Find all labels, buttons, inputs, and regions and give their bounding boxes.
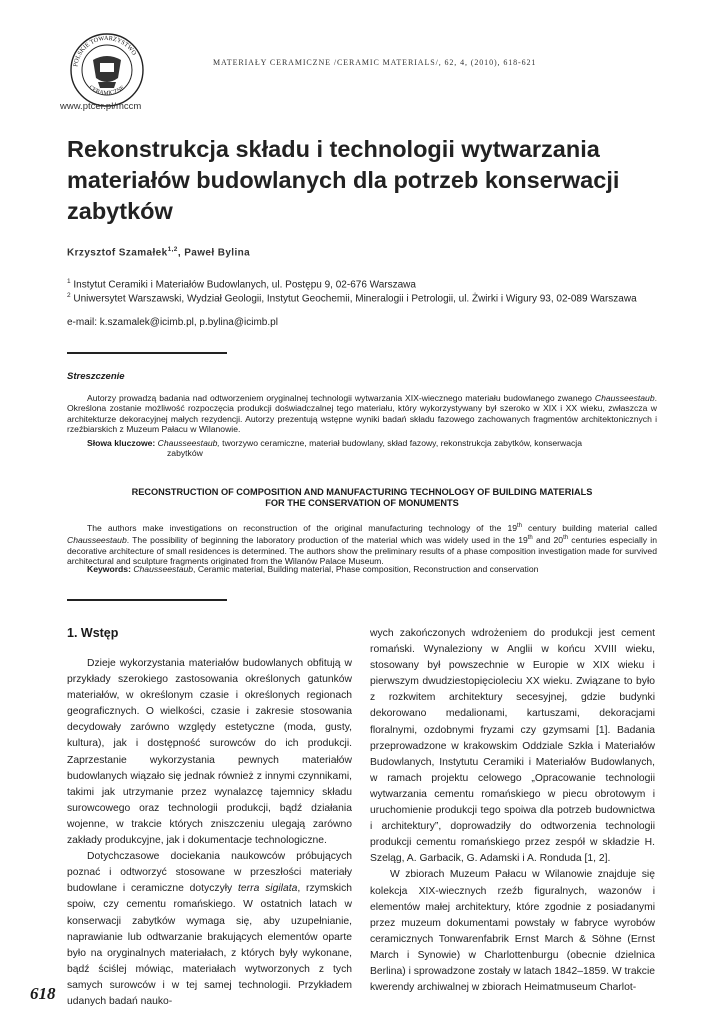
author-1: Krzysztof Szamałek <box>67 247 168 259</box>
paragraph: Dzieje wykorzystania materiałów budowlanych obfitują w przykłady szerokiego zastosowania określonych gatunków materiałów, w określonym czasie i określonych regionach geograficznych. O wielkości, czasie i zakresie stosowania decydowały zarówno względy estetyczne (moda, gusty, kultura), jak i dostępność surowców do ich produkcji. Zaprzestanie wykorzystania pewnych materiałów budowlanych wiązało się jednak również z innymi czynnikami, takimi jak utrzymanie przez wynalazcę tajemnicy składu surowcowego oraz technologii produkcji, bądź działania wojenne, w trakcie których zniszczeniu ulegają zarówno zakłady produkcyjne, jak i dokumentacje technologiczne. <box>67 658 352 847</box>
journal-citation: MATERIAŁY CERAMICZNE /CERAMIC MATERIALS/, 62, 4, (2010), 618-621 <box>213 58 537 67</box>
logo-text-top: POLSKIE TOWARZYSTWO <box>72 34 138 68</box>
left-column <box>67 656 352 1010</box>
paragraph: W zbiorach Muzeum Pałacu w Wilanowie znajduje się kolekcja XIX-wiecznych rzeźb figuralnych, wazonów i elementów małej architektury, które zgodnie z posiadanymi przez muzeum dokumentami powstały w fabryce wyrobów ceramicznych Tonwarenfabrik Ernst March & Söhne (Ernst March i Synowie) w Charlottenburgu (obecnie dzielnica Berlina) i sprowadzone zostały w latach 1842–1859. W trakcie kwerendy archiwalnej w zbiorach Heimatmuseum Charlot- <box>370 869 655 994</box>
english-title: RECONSTRUCTION OF COMPOSITION AND MANUFACTURING TECHNOLOGY OF BUILDING MATERIALS FOR THE CONSERVATION OF MONUMENTS <box>131 487 593 508</box>
divider <box>67 352 227 354</box>
logo-text-bottom: CERAMICZNE <box>87 84 126 97</box>
author-2: Paweł Bylina <box>184 247 251 259</box>
journal-url[interactable]: www.ptcer.pl/mccm <box>60 101 142 112</box>
paragraph: Dotychczasowe dociekania naukowców próbujących poznać i odtworzyć stosowane w przeszłości materiały budowlane i ceramiczne dotyczyły terra sigilata, rzymskich spoiw, czy cementu romańskiego. W ostatnich latach w konserwacji zabytków wymaga się, aby uzupełnianie, naprawianie lub odtwarzanie brakujących elementów oparte było na oryginalnych materiałach, z których były wykonane, bądź ściślej mówiąc, materiałach wytworzonych z tych samych surowców i w tej samej technologii. Przykładem udanych badań nauko- <box>67 851 353 1007</box>
affiliation-2: $^2$ Uniwersytet Warszawski, Wydział Geologii, Instytut Geochemii, Mineralogii i Petrologii, ul. Żwirki i Wigury 93, 02-089 Warszawa <box>67 292 637 305</box>
affiliation-1: $^1$ Instytut Ceramiki i Materiałów Budowlanych, ul. Postępu 9, 02-676 Warszawa <box>67 278 416 291</box>
divider <box>67 599 227 601</box>
abstract-en: The authors make investigations on reconstruction of the original manufacturing technology of the 19th century building material called Chausseestaub. The possibility of beginning the laboratory production of the material which was widely used in the 19th and 20th centuries especially in decorative architecture of small residences is determined. The authors show the preliminary results of a phase composition investigation made for survived architectural and sculpture fragments originated from the Wilanów Palace Museum. <box>67 522 657 566</box>
right-column <box>370 626 655 996</box>
page-number: 618 <box>30 984 56 1003</box>
abstract-heading: Streszczenie <box>67 371 125 382</box>
abstract-pl: Autorzy prowadzą badania nad odtworzeniem oryginalnej technologii wytwarzania XIX-wiecznego materiału budowlanego zwanego Chausseestaub. Określona zostanie możliwość rozpoczęcia produkcji doświadczalnej tego materiału, który wykorzystywany był szeroko w XIX i XX wieku, zwłaszcza w architekturze dekoracyjnej małych rezydencji. Autorzy prezentują wstępne wyniki badań składu fazowego zachowanych fragmentów architektonicznych i rzeźbiarskich z Muzeum Pałacu w Wilanowie. <box>67 393 657 435</box>
authors: Krzysztof Szamałek$^{1,2}$, Paweł Bylina <box>67 246 251 259</box>
keywords-en: Keywords: Chausseestaub, Ceramic material, Building material, Phase composition, Reconstruction and conservation <box>87 564 539 574</box>
contact-email[interactable]: e-mail: k.szamalek@icimb.pl, p.bylina@icimb.pl <box>67 317 278 328</box>
paragraph: wych zakończonych wdrożeniem do produkcji jest cement romański. Wynaleziony w Anglii w końcu XVIII wieku, stosowany był powszechnie w Europie w XIX wieku i pierwszym dwudziestopięcioleciu XX wieku. Związane to było z rozkwitem architektury secesyjnej, gdzie budynki dekorowano medalionami, kartuszami, dekoracjami floralnymi, ozdobnymi fryzami czy gzymsami [1]. Badania przeprowadzone w krakowskim Oddziale Szkła i Materiałów Budowlanych, Instytutu Ceramiki i Materiałów Budowlanych, w ramach projektu celowego „Opracowanie technologii wytwarzania cementu romańskiego w piecu obrotowym i uruchomienie produkcji tego spoiwa dla potrzeb budownictwa i architektury”, doprowadziły do odtworzenia technologii produkcji cementu romańskiego przez zespół w składzie H. Szeląg, A. Garbacik, G. Adamski i A. Ronduda [1, 2]. <box>370 628 655 865</box>
keywords-pl: Słowa kluczowe: Chausseestaub, tworzywo ceramiczne, materiał budowlany, skład fazowy, rekonstrukcja zabytków, konserwacja zabytków <box>87 438 582 459</box>
author-1-affiliation: 1,2 <box>167 246 178 253</box>
section-heading: 1. Wstęp <box>67 626 119 640</box>
paper-title: Rekonstrukcja składu i technologii wytwarzania materiałów budowlanych dla potrzeb konserwacji zabytków <box>67 136 620 224</box>
